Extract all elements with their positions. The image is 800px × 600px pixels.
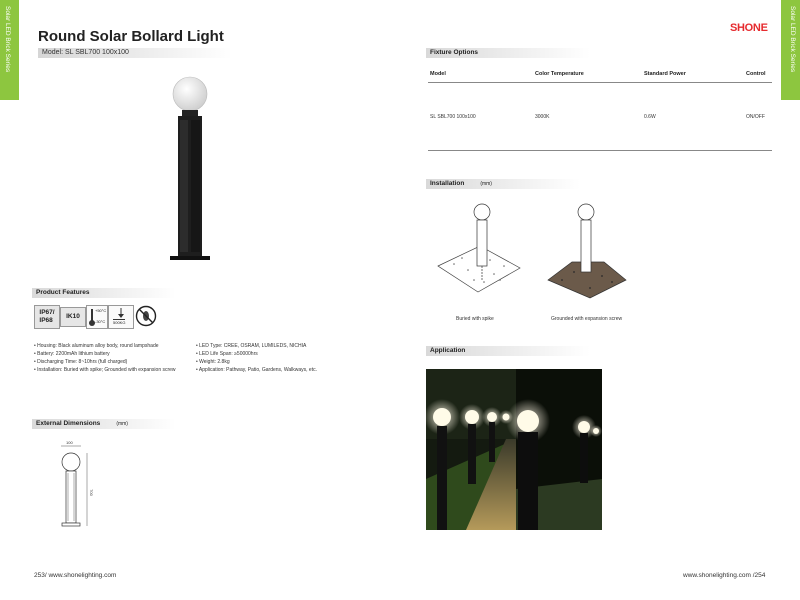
installation-caption-grounded: Grounded with expansion screw <box>551 316 623 322</box>
dimension-width-label: 100 <box>66 440 73 445</box>
list-item: • Weight: 2.8kg <box>196 358 376 366</box>
column-header-color-temperature: Color Temperature <box>535 71 584 77</box>
temp-low-label: -30°C <box>95 319 106 324</box>
table-header-rule <box>428 82 772 83</box>
installation-unit: (mm) <box>480 181 492 187</box>
column-header-standard-power: Standard Power <box>644 71 686 77</box>
right-side-tab <box>781 0 800 100</box>
list-item: • Housing: Black aluminum alloy body, round lampshade <box>34 342 204 350</box>
table-cell-standard-power: 0.6W <box>644 114 656 120</box>
page-title: Round Solar Bollard Light <box>38 28 224 45</box>
installation-caption-spike: Buried with spike <box>456 316 494 322</box>
load-weight-label: 500KG <box>113 320 126 325</box>
installation-spike-image <box>434 200 524 310</box>
installation-grounded-image <box>542 200 632 310</box>
application-photo <box>426 369 602 530</box>
feature-list-left <box>34 342 204 374</box>
list-item: • Installation: Buried with spike; Grounded with expansion screw <box>34 366 204 374</box>
dimension-height-label: 700 <box>88 489 94 496</box>
feature-list-right <box>196 342 376 374</box>
model-label: Model: SL SBL700 100x100 <box>38 48 232 58</box>
footer-right-page: www.shonelighting.com /254 <box>683 572 766 579</box>
product-image <box>160 70 220 270</box>
application-heading: Application <box>426 346 590 356</box>
list-item: • LED Type: CREE, OSRAM, LUMILEDS, NICHIA <box>196 342 376 350</box>
brand-logo: SHONE <box>730 22 768 34</box>
temp-high-label: +50°C <box>95 308 107 313</box>
no-insect-icon <box>135 305 157 327</box>
left-side-tab <box>0 0 19 100</box>
table-cell-control: ON/OFF <box>746 114 765 120</box>
left-side-tab-label: Solar LED Brick Series <box>4 6 11 73</box>
list-item: • Application: Pathway, Patio, Gardens, Walkways, etc. <box>196 366 376 374</box>
ik-rating-badge: IK10 <box>60 307 86 327</box>
footer-left-page: 253/ www.shonelighting.com <box>34 572 117 579</box>
installation-heading: Installation (mm) <box>426 179 580 189</box>
right-side-tab-label: Solar LED Brick Series <box>789 6 796 73</box>
table-bottom-rule <box>428 150 772 151</box>
column-header-control: Control <box>746 71 766 77</box>
list-item: • Battery: 2200mAh lithium battery <box>34 350 204 358</box>
dimension-unit: (mm) <box>116 421 128 427</box>
external-dimensions-heading: External Dimensions (mm) <box>32 419 176 429</box>
load-weight-badge <box>108 305 134 329</box>
ip-rating-badge: IP67/ IP68 <box>34 305 60 329</box>
table-cell-color-temperature: 3000K <box>535 114 550 120</box>
weight-arrow-icon <box>110 307 132 319</box>
temperature-badge <box>86 305 108 329</box>
list-item: • LED Life Span: ≥50000hrs <box>196 350 376 358</box>
table-cell-model: SL SBL700 100x100 <box>430 114 476 120</box>
list-item: • Discharging Time: 8~10hrs (full charged) <box>34 358 204 366</box>
fixture-options-heading: Fixture Options <box>426 48 590 58</box>
column-header-model: Model <box>430 71 446 77</box>
product-features-heading: Product Features <box>32 288 176 298</box>
